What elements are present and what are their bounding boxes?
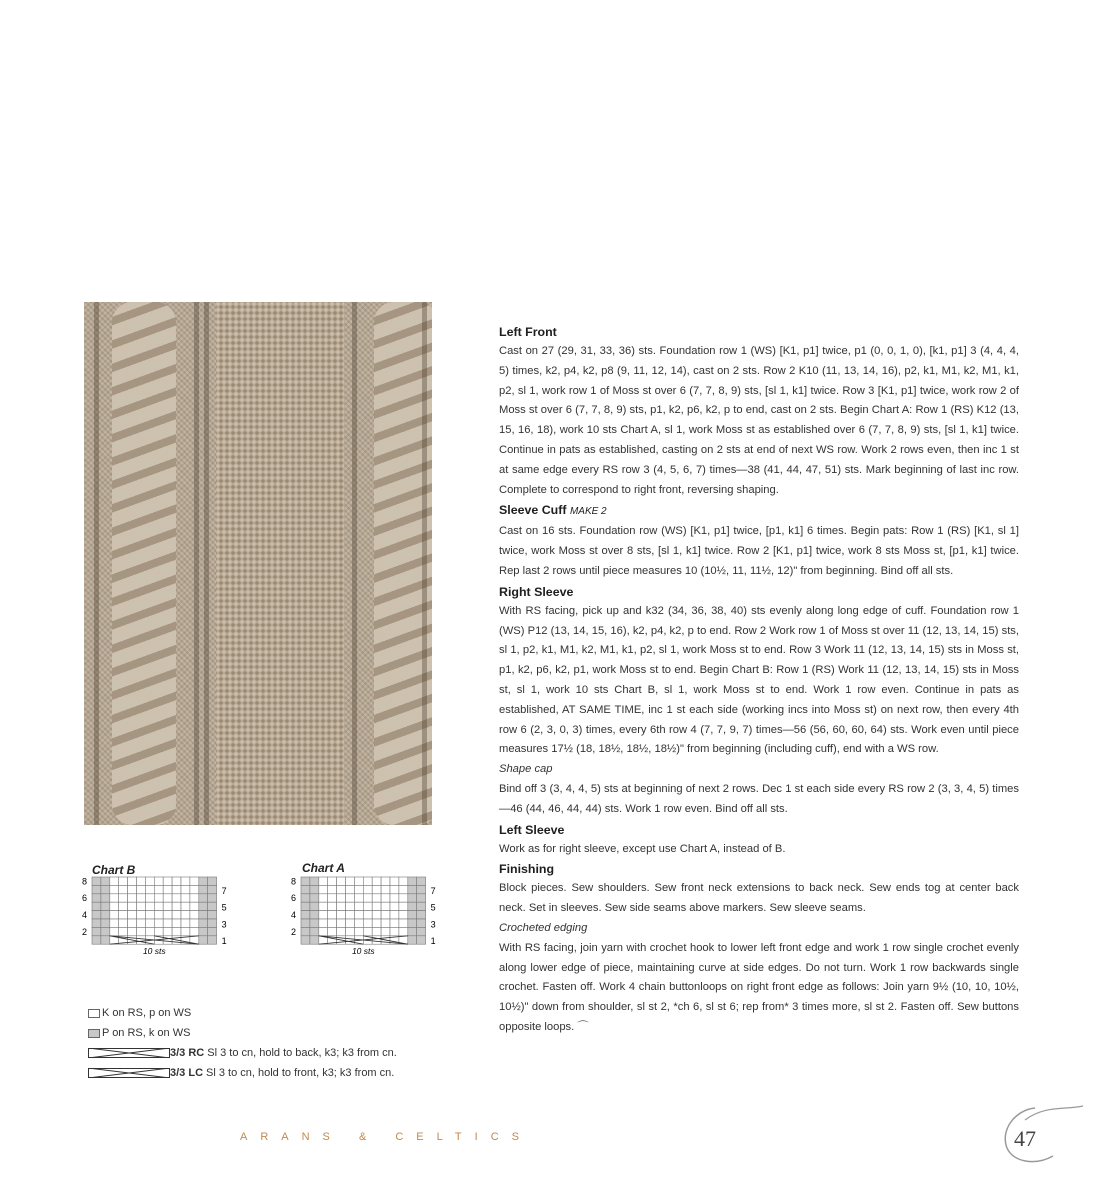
- chart-cell: [208, 894, 217, 902]
- chart-cell: [399, 894, 408, 902]
- chart-cell: [408, 877, 417, 885]
- chart-cell: [328, 919, 337, 927]
- sleeve-cuff-body: Cast on 16 sts. Foundation row (WS) [K1, p1] twice, [p1, k1] 6 times. Begin pats: Row 1 (RS) [K1, sl 1] twice, work Moss st over 8 sts, [sl 1, k1] twice. Row 2 [K1, p1] twice, work 8 sts Moss st, [p1, k1] twice. Rep last 2 rows until piece measures 10 (10½, 11, 11½, 12)" from beginning. Bind off all sts.: [499, 525, 1019, 577]
- chart-cell: [137, 885, 146, 893]
- chart-cell: [417, 902, 426, 910]
- chart-cell: [310, 927, 319, 935]
- chart-cell: [381, 911, 390, 919]
- chart-cell: [190, 927, 199, 935]
- chart-cell: [310, 894, 319, 902]
- chart-cell: [110, 885, 119, 893]
- chart-cell: [390, 894, 399, 902]
- row-number-right: 5: [221, 902, 227, 913]
- row-number-left: 8: [82, 876, 88, 887]
- legend-lc: [88, 1063, 397, 1083]
- chart-cell: [110, 919, 119, 927]
- section-title-right-sleeve: Right Sleeve: [499, 584, 574, 599]
- row-number-right: 3: [430, 919, 436, 930]
- instructions-column: [499, 322, 1019, 1038]
- chart-cell: [417, 936, 426, 944]
- chart-cell: [301, 911, 310, 919]
- chart-cell: [190, 911, 199, 919]
- chart-cell: [363, 885, 372, 893]
- chart-cell: [190, 877, 199, 885]
- page-ornament-icon: [995, 1100, 1085, 1170]
- legend-text: P on RS, k on WS: [102, 1027, 191, 1039]
- chart-cell: [372, 894, 381, 902]
- chart-cell: [199, 902, 208, 910]
- chart-cell: [417, 894, 426, 902]
- chart-cell: [408, 902, 417, 910]
- chart-cell: [381, 927, 390, 935]
- legend-rc: [88, 1043, 397, 1063]
- chart-cell: [346, 885, 355, 893]
- chart-cell: [163, 927, 172, 935]
- chart-cell: [390, 911, 399, 919]
- chart-cell: [363, 919, 372, 927]
- chart-cell: [319, 911, 328, 919]
- chart-cell: [119, 877, 128, 885]
- chart-cell: [319, 927, 328, 935]
- chart-cell: [137, 911, 146, 919]
- chart-cell: [346, 911, 355, 919]
- chart-cell: [181, 911, 190, 919]
- chart-cell: [408, 885, 417, 893]
- row-number-right: 1: [221, 936, 227, 947]
- rib-stripe: [422, 302, 427, 825]
- chart-cell: [92, 902, 101, 910]
- section-title-sleeve-cuff: Sleeve Cuff MAKE 2: [499, 503, 607, 518]
- chart-cell: [110, 911, 119, 919]
- chart-a-title: Chart A: [302, 861, 345, 875]
- chart-cell: [145, 877, 154, 885]
- chart-cell: [399, 911, 408, 919]
- chart-cell: [399, 885, 408, 893]
- chart-cell: [417, 927, 426, 935]
- chart-cell: [328, 877, 337, 885]
- chart-cell: [346, 877, 355, 885]
- chart-cell: [163, 919, 172, 927]
- chart-cell: [372, 936, 381, 944]
- chart-cell: [354, 885, 363, 893]
- chart-cell: [363, 927, 372, 935]
- chart-cell: [101, 894, 110, 902]
- row-number-right: 3: [221, 919, 227, 930]
- section-title-finishing: Finishing: [499, 862, 555, 877]
- left-front-body: Cast on 27 (29, 31, 33, 36) sts. Foundation row 1 (WS) [K1, p1] twice, p1 (0, 0, 1, 0), [k1, p1] 3 (4, 4, 4, 5) times, k2, p4, k2, p8 (9, 11, 12, 14), cast on 2 sts. Row 2 K10 (11, 13, 14, 16), p2, k1, M1, k2, M1, k1, p2, sl 1, work row 1 of Moss st over 6 (7, 7, 8, 9) sts, [sl 1, k1] twice. Row 3 [K1, p1] twice, work row 2 of Moss st over 6 (7, 7, 8, 9) sts, p1, k2, p6, k2, p to end, cast on 2 sts. Begin Chart A: Row 1 (RS) K12 (13, 15, 16, 18), work 10 sts Chart A, sl 1, work Moss st as established over 6 (7, 7, 8, 9) sts, [sl 1, k1] twice. Continue in pats as established, casting on 2 sts at end of next WS row. Work 2 rows even, then inc 1 st at same edge every RS row 3 (4, 5, 6, 7) times—38 (41, 44, 47, 51) sts. Mark beginning of last inc row. Complete to correspond to right front, reversing shaping.: [499, 345, 1019, 496]
- chart-b: [82, 875, 232, 965]
- chart-cell: [199, 936, 208, 944]
- left-cross-cable-icon: [88, 1068, 170, 1078]
- legend-text: Sl 3 to cn, hold to back, k3; k3 from cn.: [207, 1047, 397, 1059]
- chart-cell: [310, 911, 319, 919]
- chart-cell: [172, 885, 181, 893]
- chart-cell: [92, 936, 101, 944]
- row-number-right: 5: [430, 902, 436, 913]
- chart-cell: [208, 902, 217, 910]
- row-number-left: 8: [291, 876, 297, 887]
- chart-cell: [101, 936, 110, 944]
- chart-cell: [337, 894, 346, 902]
- chart-cell: [363, 902, 372, 910]
- chart-cell: [208, 927, 217, 935]
- chart-cell: [137, 919, 146, 927]
- chart-cell: [408, 911, 417, 919]
- chart-cell: [199, 877, 208, 885]
- right-sleeve-body: With RS facing, pick up and k32 (34, 36, 38, 40) sts evenly along long edge of cuff. Foundation row 1 (WS) P12 (13, 14, 15, 16), k2, p4, k2, p to end. Row 2 Work row 1 of Moss st over 11 (12, 13, 14, 15) sts, sl 1, p2, k1, M1, k2, M1, k1, p2, sl 1, work Moss st to end. Row 3 Work 11 (12, 13, 14, 15) sts in Moss st, p1, k2, p6, k2, p1, work Moss st to end. Begin Chart B: Row 1 (RS) Work 11 (12, 13, 14, 15) sts in Moss st, sl 1, work 10 sts Chart B, sl 1, work Moss st to end. Work 1 row even. Continue in pats as established, AT SAME TIME, inc 1 st each side (working incs into Moss st) on next row, then every 4th row 6 (2, 3, 0, 3) times, every 6th row 4 (7, 7, 9, 7) times—56 (56, 60, 60, 64) sts. Work even until piece measures 17½ (18, 18½, 18½, 18½)" from beginning (including cuff), end with a WS row.: [499, 604, 1019, 756]
- shape-cap-subheading: Shape cap: [499, 763, 553, 776]
- purl-swatch-icon: [88, 1029, 100, 1038]
- chart-cell: [372, 919, 381, 927]
- chart-cell: [181, 894, 190, 902]
- chart-cell: [301, 894, 310, 902]
- chart-cell: [181, 877, 190, 885]
- rib-stripe: [194, 302, 199, 825]
- chart-cell: [199, 919, 208, 927]
- section-note: MAKE 2: [569, 506, 607, 518]
- chart-cell: [119, 894, 128, 902]
- chart-cell: [310, 902, 319, 910]
- row-number-right: 7: [430, 885, 436, 896]
- chart-cell: [372, 927, 381, 935]
- row-number-left: 6: [82, 893, 88, 904]
- chart-cell: [408, 927, 417, 935]
- chart-cell: [399, 877, 408, 885]
- chart-cell: [328, 927, 337, 935]
- chart-cell: [128, 927, 137, 935]
- crocheted-edging-subheading: Crocheted edging: [499, 921, 588, 934]
- chart-cell: [92, 885, 101, 893]
- chart-cell: [372, 911, 381, 919]
- chart-cell: [346, 927, 355, 935]
- chart-cell: [154, 902, 163, 910]
- chart-cell: [310, 885, 319, 893]
- chart-cell: [346, 936, 355, 944]
- row-number-right: 1: [430, 936, 436, 947]
- chart-cell: [119, 902, 128, 910]
- chart-cell: [137, 936, 146, 944]
- chart-cell: [92, 919, 101, 927]
- chart-cell: [154, 885, 163, 893]
- chart-cell: [199, 894, 208, 902]
- chart-cell: [390, 919, 399, 927]
- chart-cell: [372, 902, 381, 910]
- chart-cell: [172, 877, 181, 885]
- legend-purl: [88, 1023, 397, 1043]
- chart-cell: [119, 885, 128, 893]
- chart-cell: [101, 919, 110, 927]
- chart-cell: [181, 902, 190, 910]
- row-number-left: 4: [82, 910, 88, 920]
- chart-cell: [363, 894, 372, 902]
- chart-grid: [82, 875, 232, 965]
- chart-cell: [399, 919, 408, 927]
- chart-cell: [110, 902, 119, 910]
- chart-cell: [417, 877, 426, 885]
- chart-cell: [337, 877, 346, 885]
- chart-cell: [145, 885, 154, 893]
- chart-cell: [190, 885, 199, 893]
- chart-cell: [128, 894, 137, 902]
- legend-text: Sl 3 to cn, hold to front, k3; k3 from cn.: [206, 1067, 395, 1079]
- chart-cell: [137, 877, 146, 885]
- chart-cell: [408, 919, 417, 927]
- chart-cell: [137, 927, 146, 935]
- row-number-left: 4: [291, 910, 297, 920]
- chart-cell: [381, 877, 390, 885]
- row-number-right: 7: [221, 885, 227, 896]
- chart-cell: [417, 911, 426, 919]
- chart-cell: [319, 885, 328, 893]
- chart-cell: [172, 919, 181, 927]
- chart-cell: [154, 877, 163, 885]
- chart-cell: [381, 885, 390, 893]
- chart-cell: [301, 919, 310, 927]
- chart-cell: [301, 927, 310, 935]
- chart-width-label: 10 sts: [351, 946, 375, 957]
- chart-cell: [363, 911, 372, 919]
- chart-cell: [181, 919, 190, 927]
- chart-cell: [137, 902, 146, 910]
- chart-cell: [92, 911, 101, 919]
- left-sleeve-body: Work as for right sleeve, except use Chart A, instead of B.: [499, 842, 786, 855]
- knit-swatch-photo: [84, 302, 432, 825]
- chart-cell: [381, 902, 390, 910]
- section-title-left-sleeve: Left Sleeve: [499, 822, 565, 837]
- chart-cell: [119, 911, 128, 919]
- chart-cell: [101, 927, 110, 935]
- row-number-left: 6: [291, 893, 297, 904]
- chart-b-title: Chart B: [92, 863, 136, 877]
- chart-cell: [337, 902, 346, 910]
- chart-cell: [354, 911, 363, 919]
- chart-cell: [163, 894, 172, 902]
- chart-cell: [172, 927, 181, 935]
- chart-cell: [354, 902, 363, 910]
- chart-cell: [92, 877, 101, 885]
- chart-cell: [190, 919, 199, 927]
- chart-cell: [337, 911, 346, 919]
- chart-cell: [101, 877, 110, 885]
- cable-left: [112, 302, 176, 825]
- chart-a: [291, 875, 441, 965]
- chart-cell: [119, 919, 128, 927]
- chart-cell: [154, 927, 163, 935]
- chart-cell: [145, 927, 154, 935]
- chart-cell: [381, 919, 390, 927]
- chart-cell: [408, 894, 417, 902]
- chart-cell: [208, 919, 217, 927]
- chart-cell: [101, 885, 110, 893]
- chart-cell: [145, 919, 154, 927]
- row-number-left: 2: [82, 926, 88, 937]
- chart-cell: [328, 894, 337, 902]
- chart-cell: [172, 911, 181, 919]
- chart-cell: [199, 927, 208, 935]
- chart-cell: [354, 919, 363, 927]
- chart-cell: [110, 877, 119, 885]
- crocheted-edging-body: With RS facing, join yarn with crochet hook to lower left front edge and work 1 row single crochet evenly along lower edge of piece, maintaining curve at side edges. Do not turn. Work 1 row backwards single crochet. Fasten off. Work 4 chain buttonloops on right front edge as follows: Join yarn 9½ (10, 10, 10½, 10½)" down from shoulder, sl st 2, *ch 6, sl st 6; rep from* 3 times more, sl st 2. Fasten off. Sew buttons opposite loops. ⌒: [499, 941, 1019, 1033]
- chart-cell: [163, 885, 172, 893]
- chart-cell: [92, 894, 101, 902]
- chart-cell: [154, 919, 163, 927]
- chart-cell: [417, 885, 426, 893]
- rib-stripe: [94, 302, 99, 825]
- legend-code: 3/3 RC: [170, 1047, 205, 1059]
- chart-cell: [346, 894, 355, 902]
- chart-cell: [319, 919, 328, 927]
- chart-cell: [354, 927, 363, 935]
- section-title-left-front: Left Front: [499, 325, 557, 339]
- chart-cell: [208, 885, 217, 893]
- chart-cell: [310, 936, 319, 944]
- knit-swatch-icon: [88, 1009, 100, 1018]
- chart-cell: [399, 927, 408, 935]
- chart-cell: [372, 877, 381, 885]
- chart-cell: [390, 902, 399, 910]
- chart-cell: [137, 894, 146, 902]
- chart-cell: [172, 894, 181, 902]
- chart-cell: [301, 902, 310, 910]
- chart-cell: [163, 911, 172, 919]
- chart-cell: [208, 911, 217, 919]
- legend-knit: [88, 1003, 397, 1023]
- chart-cell: [145, 894, 154, 902]
- chart-cell: [328, 902, 337, 910]
- chart-cell: [399, 902, 408, 910]
- stitch-legend: [88, 1003, 397, 1083]
- chart-cell: [417, 919, 426, 927]
- chart-cell: [163, 902, 172, 910]
- chart-cell: [381, 894, 390, 902]
- chart-cell: [163, 936, 172, 944]
- book-title: ARANS & CELTICS: [240, 1131, 532, 1143]
- chart-cell: [337, 927, 346, 935]
- chart-cell: [390, 877, 399, 885]
- chart-cell: [354, 877, 363, 885]
- chart-cell: [110, 927, 119, 935]
- shape-cap-body: Bind off 3 (3, 4, 4, 5) sts at beginning of next 2 rows. Dec 1 st each side every RS row 2 (3, 3, 4, 5) times—46 (44, 46, 44, 44) sts. Work 1 row even. Bind off all sts.: [499, 782, 1019, 815]
- chart-cell: [199, 911, 208, 919]
- chart-cell: [154, 911, 163, 919]
- chart-cell: [110, 894, 119, 902]
- chart-cell: [346, 919, 355, 927]
- page-number: 47: [1014, 1126, 1036, 1151]
- chart-cell: [128, 885, 137, 893]
- chart-cell: [145, 911, 154, 919]
- chart-cell: [128, 877, 137, 885]
- right-cross-cable-icon: [88, 1048, 170, 1058]
- chart-cell: [372, 885, 381, 893]
- moss-stitch-panel: [216, 302, 344, 825]
- row-number-left: 2: [291, 926, 297, 937]
- chart-cell: [354, 894, 363, 902]
- chart-cell: [363, 877, 372, 885]
- chart-cell: [92, 927, 101, 935]
- chart-cell: [208, 936, 217, 944]
- chart-cell: [319, 902, 328, 910]
- chart-cell: [199, 885, 208, 893]
- chart-cell: [181, 927, 190, 935]
- rib-stripe: [352, 302, 357, 825]
- chart-cell: [190, 902, 199, 910]
- chart-cell: [328, 911, 337, 919]
- chart-grid: [291, 875, 441, 965]
- chart-cell: [101, 902, 110, 910]
- chart-cell: [163, 877, 172, 885]
- chart-cell: [328, 885, 337, 893]
- chart-cell: [145, 902, 154, 910]
- chart-cell: [301, 936, 310, 944]
- chart-cell: [128, 919, 137, 927]
- chart-cell: [181, 885, 190, 893]
- chart-cell: [319, 877, 328, 885]
- chart-cell: [154, 894, 163, 902]
- chart-cell: [128, 911, 137, 919]
- chart-cell: [408, 936, 417, 944]
- legend-text: K on RS, p on WS: [102, 1007, 192, 1019]
- chart-cell: [128, 902, 137, 910]
- chart-cell: [119, 927, 128, 935]
- chart-width-label: 10 sts: [142, 946, 166, 957]
- finishing-body: Block pieces. Sew shoulders. Sew front neck extensions to back neck. Sew ends tog at center back neck. Set in sleeves. Sew side seams above markers. Sew sleeve seams.: [499, 882, 1019, 915]
- chart-cell: [101, 911, 110, 919]
- chart-cell: [390, 927, 399, 935]
- chart-cell: [301, 877, 310, 885]
- chart-cell: [301, 885, 310, 893]
- chart-cell: [208, 877, 217, 885]
- rib-stripe: [204, 302, 209, 825]
- chart-cell: [346, 902, 355, 910]
- chart-cell: [390, 885, 399, 893]
- legend-code: 3/3 LC: [170, 1067, 204, 1079]
- chart-cell: [337, 919, 346, 927]
- chart-cell: [310, 877, 319, 885]
- chart-cell: [172, 902, 181, 910]
- chart-cell: [310, 919, 319, 927]
- chart-cell: [319, 894, 328, 902]
- chart-cell: [337, 885, 346, 893]
- chart-cell: [190, 894, 199, 902]
